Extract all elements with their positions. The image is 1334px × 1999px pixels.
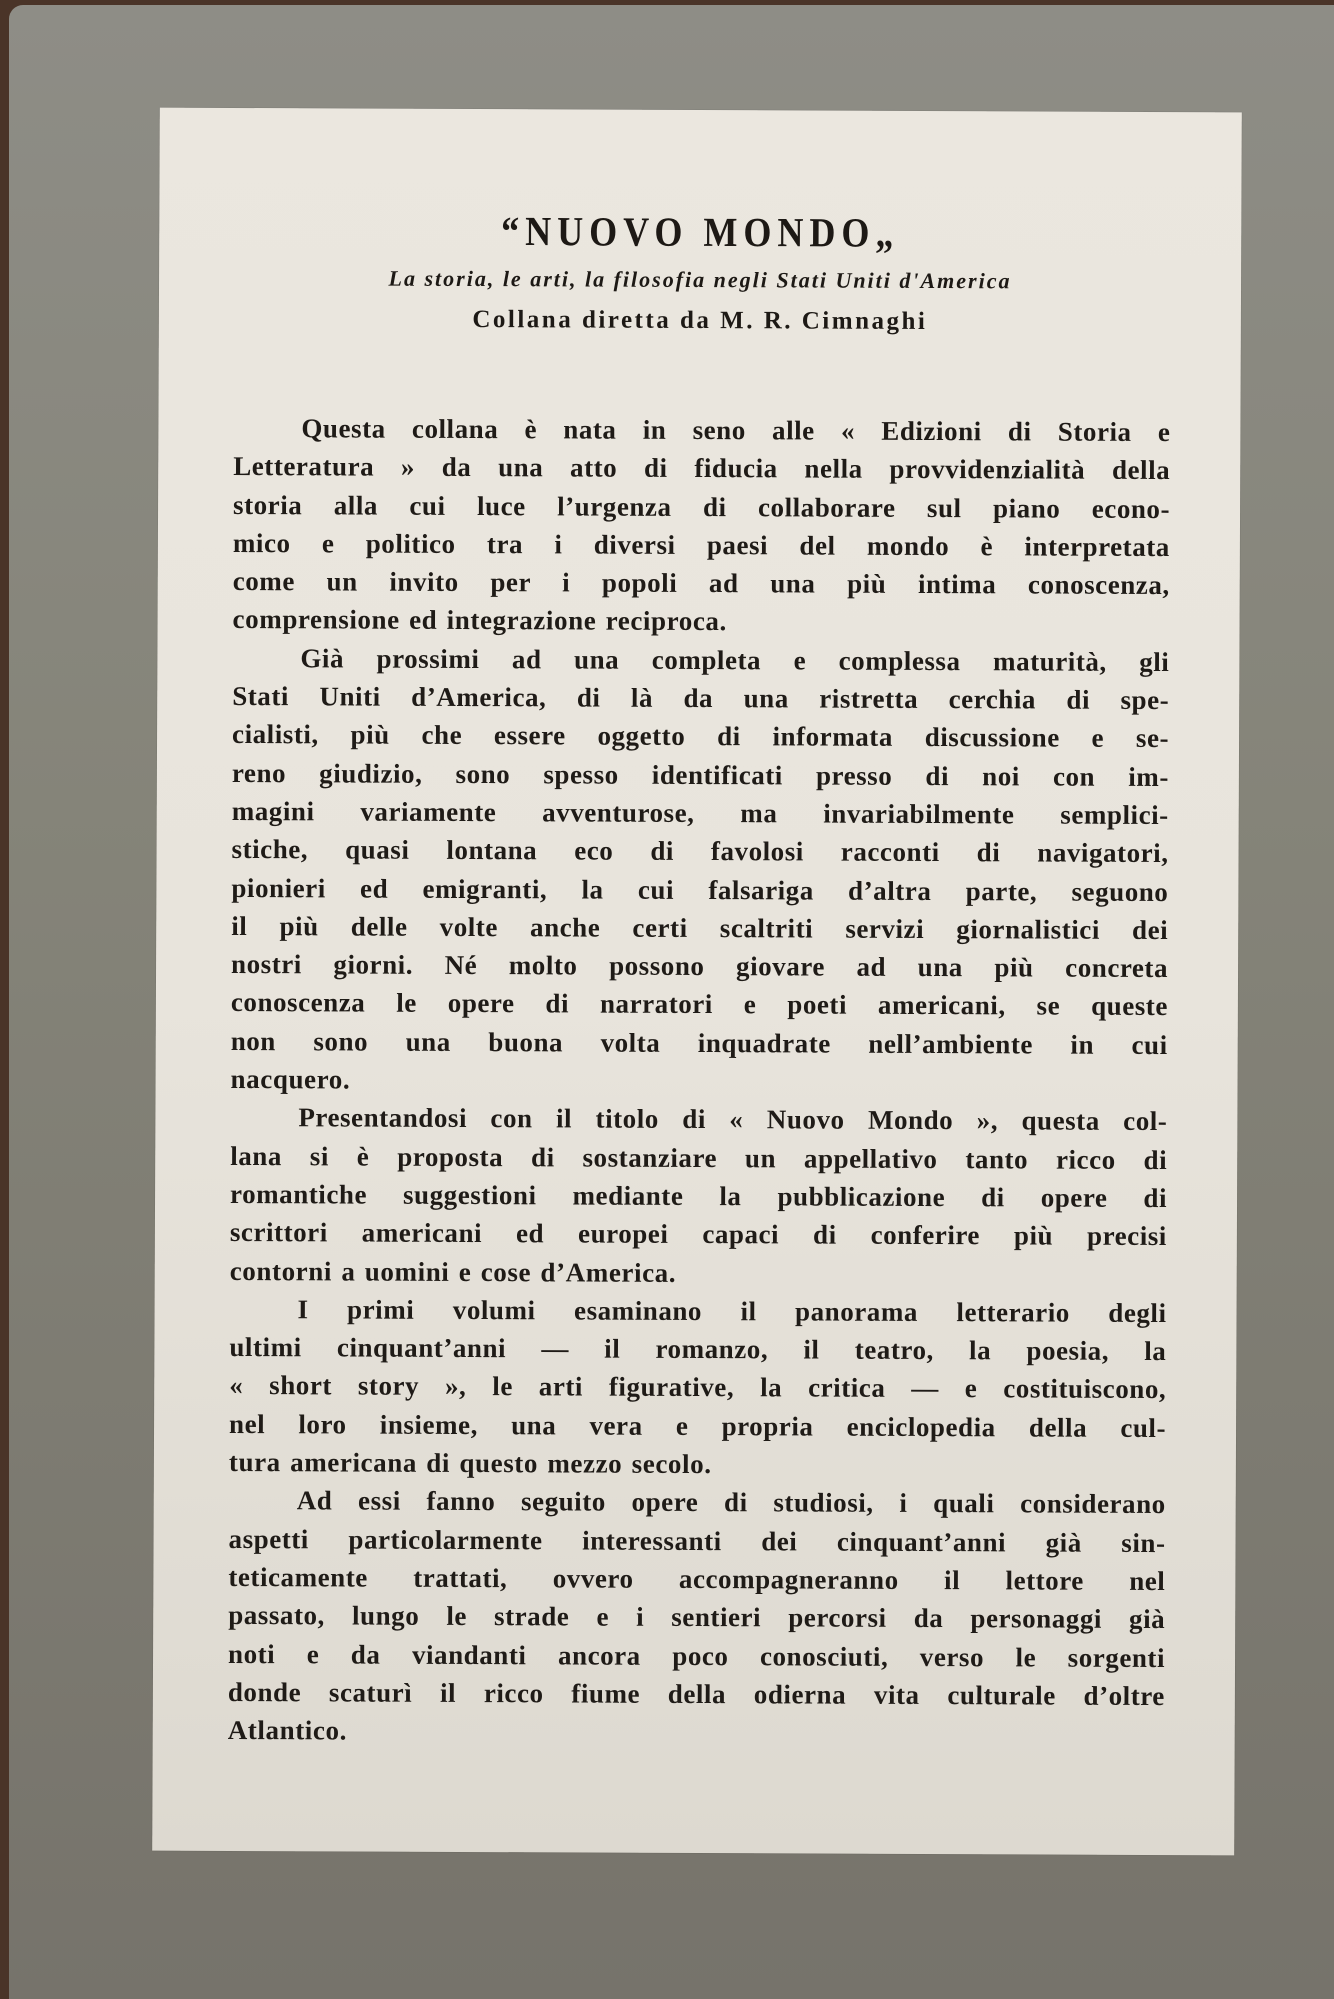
text-line: cialisti, più che essere oggetto di informata discussione e se-: [232, 719, 1170, 754]
paragraph: [228, 1481, 1166, 1753]
series-title: “NUOVO MONDO„: [501, 208, 900, 256]
text-line: teticamente trattati, ovvero accompagneranno il lettore nel: [228, 1561, 1166, 1596]
text-line: Questa collana è nata in seno alle « Edizioni di Storia e: [301, 413, 1171, 448]
text-line: pionieri ed emigranti, la cui falsariga d’altra parte, seguono: [231, 872, 1169, 907]
text-line: come un invito per i popoli ad una più intima conoscenza,: [232, 566, 1170, 601]
text-line: reno giudizio, sono spesso identificati presso di noi con im-: [231, 757, 1169, 792]
series-header: [159, 208, 1242, 341]
text-line: Già prossimi ad una completa e complessa maturità, gli: [300, 643, 1170, 677]
text-line: storia alla cui luce l’urgenza di collaborare sul piano econo-: [233, 489, 1171, 524]
text-line: donde scaturì il ricco fiume della odierna vita culturale d’oltre: [227, 1676, 1165, 1711]
text-line: magini variamente avventurose, ma invariabilmente semplici-: [231, 795, 1169, 831]
text-line: passato, lungo le strade e i sentieri percorsi da personaggi già: [228, 1600, 1166, 1635]
printed-label: [152, 108, 1242, 1856]
text-line: lana si è proposta di sostanziare un appellativo tanto ricco di: [230, 1140, 1168, 1175]
text-line: nacquero.: [230, 1064, 351, 1095]
text-line: « short story », le arti figurative, la critica — e costituiscono,: [229, 1370, 1167, 1405]
series-subtitle: La storia, le arti, la filosofia negli Stati Uniti d'America: [388, 265, 1012, 294]
paragraph: [232, 409, 1170, 643]
paragraph: [230, 1098, 1168, 1294]
paragraph: [230, 639, 1169, 1103]
text-line: scrittori americani ed europei capaci di conferire più precisi: [229, 1217, 1167, 1252]
series-description: [228, 409, 1171, 1753]
text-line: Ad essi fanno seguito opere di studiosi, i quali considerano: [296, 1485, 1166, 1520]
text-line: noti e da viandanti ancora poco conosciuti, verso le sorgenti: [227, 1638, 1166, 1673]
text-line: stiche, quasi lontana eco di favolosi racconti di navigatori,: [231, 834, 1169, 869]
text-line: romantiche suggestioni mediante la pubblicazione di opere di: [230, 1178, 1168, 1213]
text-line: contorni a uomini e cose d’America.: [229, 1255, 677, 1288]
text-line: Letteratura » da una atto di fiducia nella provvidenzialità della: [233, 451, 1171, 486]
text-line: Presentandosi con il titolo di « Nuovo Mondo », questa col-: [298, 1102, 1168, 1137]
text-line: tura americana di questo mezzo secolo.: [228, 1446, 712, 1480]
series-director: Collana diretta da M. R. Cimnaghi: [472, 306, 928, 335]
text-line: nostri giorni. Né molto possono giovare ad una più concreta: [231, 949, 1169, 984]
text-line: comprensione ed integrazione reciproca.: [232, 604, 727, 637]
book-back-cover: [9, 5, 1334, 1999]
text-line: Stati Uniti d’America, di là da una ristretta cerchia di spe-: [232, 681, 1170, 716]
text-line: il più delle volte anche certi scaltriti servizi giornalistici dei: [231, 910, 1169, 945]
text-line: ultimi cinquant’anni — il romanzo, il teatro, la poesia, la: [229, 1332, 1167, 1367]
text-line: I primi volumi esaminano il panorama letterario degli: [297, 1294, 1167, 1328]
text-line: mico e politico tra i diversi paesi del mondo è interpretata: [232, 527, 1170, 562]
paragraph: [229, 1290, 1167, 1486]
text-line: nel loro insieme, una vera e propria enciclopedia della cul-: [229, 1408, 1167, 1443]
text-line: non sono una buona volta inquadrate nell’ambiente in cui: [230, 1025, 1168, 1060]
text-line: conoscenza le opere di narratori e poeti americani, se queste: [230, 987, 1168, 1022]
text-line: aspetti particolarmente interessanti dei cinquant’anni già sin-: [228, 1523, 1166, 1558]
text-line: Atlantico.: [227, 1715, 348, 1746]
